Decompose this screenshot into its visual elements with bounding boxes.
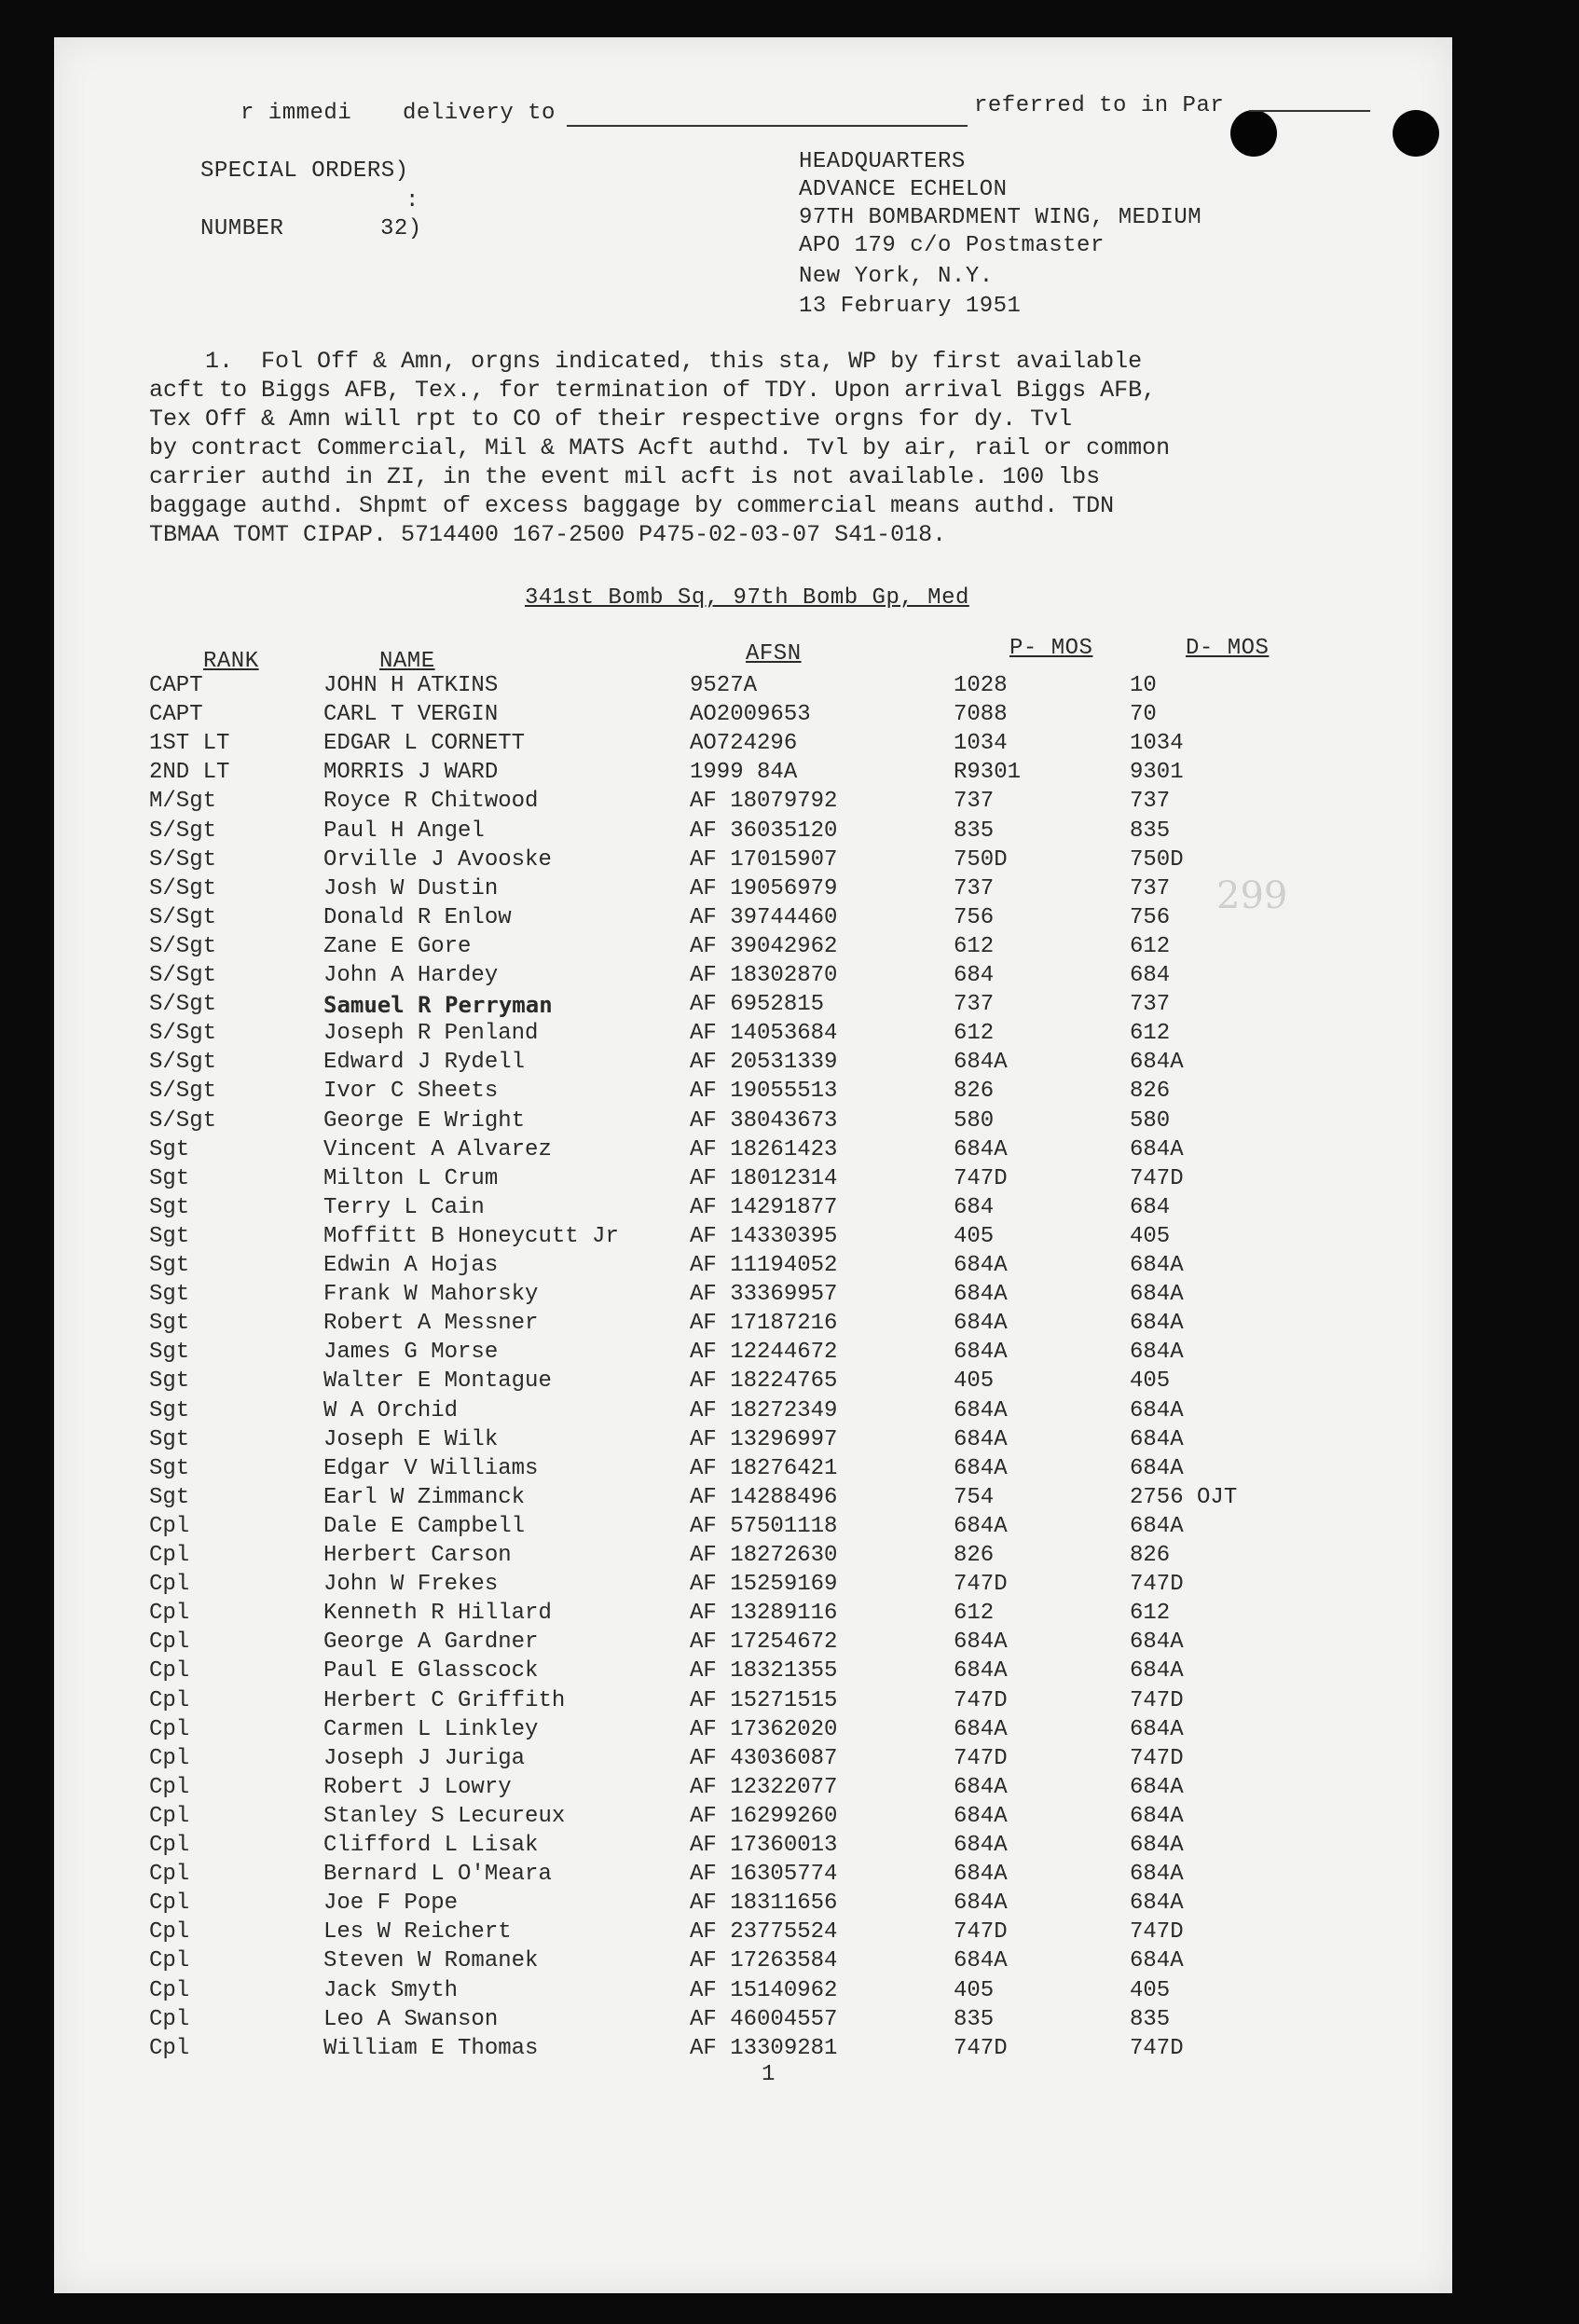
name-cell: Earl W Zimmanck — [323, 1484, 526, 1510]
pmos-cell: 684A — [954, 1862, 1008, 1888]
name-cell: Edwin A Hojas — [323, 1253, 499, 1278]
number-label: NUMBER — [200, 216, 284, 241]
pmos-cell: 684A — [954, 1311, 1008, 1337]
hq-line-3: 97TH BOMBARDMENT WING, MEDIUM — [799, 205, 1202, 230]
rank-cell: Cpl — [149, 1687, 190, 1713]
rank-cell: Sgt — [149, 1397, 190, 1423]
afsn-cell: AO2009653 — [690, 702, 811, 728]
afsn-cell: AF 17360013 — [690, 1833, 838, 1858]
rank-cell: S/Sgt — [149, 933, 217, 959]
dmos-cell: 612 — [1130, 1021, 1171, 1047]
pmos-cell: 747D — [954, 2035, 1008, 2061]
name-cell: Les W Reichert — [323, 1919, 512, 1946]
name-cell: MORRIS J WARD — [323, 760, 499, 786]
pmos-cell: 612 — [954, 1021, 995, 1047]
pmos-cell: 684A — [954, 1774, 1008, 1800]
pmos-cell: 405 — [954, 1368, 995, 1395]
name-cell: Royce R Chitwood — [323, 789, 539, 815]
rank-cell: Cpl — [149, 1833, 190, 1858]
rank-cell: Cpl — [149, 1601, 190, 1627]
name-cell: Robert A Messner — [323, 1311, 539, 1337]
afsn-cell: AF 13296997 — [690, 1426, 838, 1452]
name-cell: Stanley S Lecureux — [323, 1803, 566, 1829]
pmos-cell: 684A — [954, 1948, 1008, 1974]
name-cell: Carmen L Linkley — [323, 1716, 539, 1742]
dmos-cell: 747D — [1130, 1165, 1184, 1191]
afsn-cell: AF 19056979 — [690, 875, 838, 901]
rank-cell: 1ST LT — [149, 731, 230, 757]
dmos-cell: 684A — [1130, 1833, 1184, 1858]
pmos-cell: 835 — [954, 818, 995, 844]
name-cell: Ivor C Sheets — [323, 1079, 499, 1105]
stamp-number: 299 — [1216, 874, 1288, 917]
afsn-cell: AF 13289116 — [690, 1601, 838, 1627]
pmos-cell: 826 — [954, 1543, 995, 1568]
name-cell: Steven W Romanek — [323, 1948, 539, 1974]
pmos-cell: 684A — [954, 1426, 1008, 1452]
afsn-cell: AF 16299260 — [690, 1803, 838, 1829]
name-cell: John W Frekes — [323, 1572, 499, 1598]
pmos-cell: 684A — [954, 1803, 1008, 1829]
referred-label: referred to in Par — [974, 93, 1225, 118]
afsn-cell: AF 39042962 — [690, 933, 838, 959]
rank-cell: Sgt — [149, 1223, 190, 1249]
paragraph-line: acft to Biggs AFB, Tex., for termination of TDY. Upon arrival Biggs AFB, — [149, 377, 1157, 404]
pmos-cell: 405 — [954, 1223, 995, 1249]
rank-cell: Cpl — [149, 1948, 190, 1974]
pmos-cell: 737 — [954, 789, 995, 815]
afsn-cell: AF 17015907 — [690, 846, 838, 873]
pmos-cell: 612 — [954, 1601, 995, 1627]
dmos-cell: 684A — [1130, 1311, 1184, 1337]
rank-cell: Sgt — [149, 1368, 190, 1395]
rank-cell: CAPT — [149, 673, 203, 698]
dmos-cell: 684A — [1130, 1253, 1184, 1278]
afsn-cell: AF 11194052 — [690, 1253, 838, 1278]
afsn-cell: AF 15259169 — [690, 1572, 838, 1598]
column-header-pmos: P- MOS — [1009, 636, 1093, 661]
rank-cell: Sgt — [149, 1136, 190, 1162]
dmos-cell: 835 — [1130, 818, 1171, 844]
rank-cell: Cpl — [149, 1716, 190, 1742]
dmos-cell: 684A — [1130, 1862, 1184, 1888]
rank-cell: M/Sgt — [149, 789, 217, 815]
afsn-cell: AF 46004557 — [690, 2006, 838, 2032]
afsn-cell: AF 14288496 — [690, 1484, 838, 1510]
afsn-cell: AF 17263584 — [690, 1948, 838, 1974]
name-cell: Joseph E Wilk — [323, 1426, 499, 1452]
dmos-cell: 684 — [1130, 963, 1171, 988]
afsn-cell: AF 18012314 — [690, 1165, 838, 1191]
name-cell: George A Gardner — [323, 1630, 539, 1656]
column-header-dmos: D- MOS — [1186, 636, 1270, 661]
dmos-cell: 684A — [1130, 1426, 1184, 1452]
pmos-cell: 684 — [954, 963, 995, 988]
pmos-cell: 684A — [954, 1050, 1008, 1076]
pmos-cell: 684A — [954, 1716, 1008, 1742]
pmos-cell: 747D — [954, 1745, 1008, 1771]
delivery-prefix: r immedi — [240, 101, 352, 126]
dmos-cell: 684A — [1130, 1774, 1184, 1800]
dmos-cell: 684A — [1130, 1455, 1184, 1481]
dmos-cell: 737 — [1130, 789, 1171, 815]
name-cell: Joseph J Juriga — [323, 1745, 526, 1771]
rank-cell: Cpl — [149, 1513, 190, 1539]
pmos-cell: 684A — [954, 1630, 1008, 1656]
name-cell: Herbert C Griffith — [323, 1687, 566, 1713]
afsn-cell: 1999 84A — [690, 760, 798, 786]
pmos-cell: 747D — [954, 1572, 1008, 1598]
paragraph-line: 1. Fol Off & Amn, orgns indicated, this sta, WP by first available — [149, 348, 1143, 375]
dmos-cell: 750D — [1130, 846, 1184, 873]
rank-cell: Sgt — [149, 1426, 190, 1452]
dmos-cell: 684A — [1130, 1340, 1184, 1366]
delivery-blank-line — [567, 125, 968, 127]
rank-cell: Cpl — [149, 1745, 190, 1771]
afsn-cell: AF 14291877 — [690, 1194, 838, 1220]
name-cell: Vincent A Alvarez — [323, 1136, 552, 1162]
afsn-cell: AF 15140962 — [690, 1977, 838, 2003]
dmos-cell: 684A — [1130, 1136, 1184, 1162]
pmos-cell: 612 — [954, 933, 995, 959]
afsn-cell: AF 18079792 — [690, 789, 838, 815]
name-cell: Robert J Lowry — [323, 1774, 512, 1800]
dmos-cell: 747D — [1130, 1745, 1184, 1771]
dmos-cell: 684A — [1130, 1513, 1184, 1539]
hq-date: 13 February 1951 — [799, 294, 1022, 319]
dmos-cell: 835 — [1130, 2006, 1171, 2032]
paragraph-line: baggage authd. Shpmt of excess baggage by commercial means authd. TDN — [149, 492, 1115, 519]
name-cell: Joseph R Penland — [323, 1021, 539, 1047]
name-cell: Josh W Dustin — [323, 875, 499, 901]
rank-cell: S/Sgt — [149, 1079, 217, 1105]
afsn-cell: AF 18321355 — [690, 1658, 838, 1685]
dmos-cell: 684 — [1130, 1194, 1171, 1220]
pmos-cell: 684A — [954, 1282, 1008, 1308]
rank-cell: Sgt — [149, 1484, 190, 1510]
pmos-cell: 684A — [954, 1397, 1008, 1423]
afsn-cell: AF 13309281 — [690, 2035, 838, 2061]
pmos-cell: 580 — [954, 1107, 995, 1134]
page-number: 1 — [762, 2062, 776, 2087]
pmos-cell: 684A — [954, 1658, 1008, 1685]
pmos-cell: 684A — [954, 1513, 1008, 1539]
hq-line-2: ADVANCE ECHELON — [799, 177, 1008, 202]
rank-cell: Sgt — [149, 1194, 190, 1220]
rank-cell: Sgt — [149, 1311, 190, 1337]
name-cell: Terry L Cain — [323, 1194, 485, 1220]
name-cell: Moffitt B Honeycutt Jr — [323, 1223, 619, 1249]
pmos-cell: 835 — [954, 2006, 995, 2032]
pmos-cell: 747D — [954, 1919, 1008, 1946]
name-cell: George E Wright — [323, 1107, 526, 1134]
afsn-cell: AF 18276421 — [690, 1455, 838, 1481]
par-blank-line — [1249, 110, 1370, 112]
name-cell: Walter E Montague — [323, 1368, 552, 1395]
hq-line-4: APO 179 c/o Postmaster — [799, 233, 1105, 258]
afsn-cell: AF 18224765 — [690, 1368, 838, 1395]
name-cell: CARL T VERGIN — [323, 702, 499, 728]
rank-cell: Cpl — [149, 2035, 190, 2061]
rank-cell: S/Sgt — [149, 1107, 217, 1134]
dmos-cell: 684A — [1130, 1891, 1184, 1917]
rank-cell: Cpl — [149, 1891, 190, 1917]
rank-cell: Sgt — [149, 1282, 190, 1308]
rank-cell: Cpl — [149, 1862, 190, 1888]
dmos-cell: 405 — [1130, 1977, 1171, 2003]
pmos-cell: 1034 — [954, 731, 1008, 757]
paragraph-line: TBMAA TOMT CIPAP. 5714400 167-2500 P475-02-03-07 S41-018. — [149, 521, 947, 548]
dmos-cell: 826 — [1130, 1079, 1171, 1105]
dmos-cell: 405 — [1130, 1368, 1171, 1395]
name-cell: Dale E Campbell — [323, 1513, 526, 1539]
column-header-rank: RANK — [203, 649, 259, 674]
afsn-cell: AF 17362020 — [690, 1716, 838, 1742]
pmos-cell: 747D — [954, 1687, 1008, 1713]
rank-cell: S/Sgt — [149, 904, 217, 930]
paragraph-line: by contract Commercial, Mil & MATS Acft authd. Tvl by air, rail or common — [149, 434, 1171, 461]
dmos-cell: 684A — [1130, 1397, 1184, 1423]
rank-cell: Cpl — [149, 1630, 190, 1656]
dmos-cell: 684A — [1130, 1658, 1184, 1685]
afsn-cell: AF 15271515 — [690, 1687, 838, 1713]
rank-cell: Cpl — [149, 1774, 190, 1800]
name-cell: Leo A Swanson — [323, 2006, 499, 2032]
dmos-cell: 612 — [1130, 933, 1171, 959]
rank-cell: Cpl — [149, 1919, 190, 1946]
dmos-cell: 747D — [1130, 1572, 1184, 1598]
rank-cell: Sgt — [149, 1165, 190, 1191]
afsn-cell: AF 57501118 — [690, 1513, 838, 1539]
special-orders-label: SPECIAL ORDERS) — [200, 158, 409, 184]
punch-hole — [1230, 110, 1277, 157]
pmos-cell: 826 — [954, 1079, 995, 1105]
dmos-cell: 70 — [1130, 702, 1157, 728]
name-cell: EDGAR L CORNETT — [323, 731, 526, 757]
pmos-cell: 747D — [954, 1165, 1008, 1191]
afsn-cell: AF 16305774 — [690, 1862, 838, 1888]
rank-cell: 2ND LT — [149, 760, 230, 786]
afsn-cell: AF 14053684 — [690, 1021, 838, 1047]
rank-cell: Cpl — [149, 2006, 190, 2032]
afsn-cell: AF 6952815 — [690, 992, 825, 1018]
name-cell: Donald R Enlow — [323, 904, 512, 930]
dmos-cell: 684A — [1130, 1716, 1184, 1742]
pmos-cell: 405 — [954, 1977, 995, 2003]
rank-cell: S/Sgt — [149, 818, 217, 844]
afsn-cell: AF 12244672 — [690, 1340, 838, 1366]
hq-line-1: HEADQUARTERS — [799, 149, 966, 174]
dmos-cell: 2756 OJT — [1130, 1484, 1238, 1510]
afsn-cell: AF 17187216 — [690, 1311, 838, 1337]
name-cell: Jack Smyth — [323, 1977, 459, 2003]
dmos-cell: 9301 — [1130, 760, 1184, 786]
name-cell: Paul E Glasscock — [323, 1658, 539, 1685]
rank-cell: Sgt — [149, 1253, 190, 1278]
pmos-cell: 754 — [954, 1484, 995, 1510]
pmos-cell: 737 — [954, 992, 995, 1018]
name-cell: W A Orchid — [323, 1397, 459, 1423]
afsn-cell: AF 12322077 — [690, 1774, 838, 1800]
afsn-cell: AF 33369957 — [690, 1282, 838, 1308]
pmos-cell: 684A — [954, 1136, 1008, 1162]
afsn-cell: 9527A — [690, 673, 758, 698]
pmos-cell: 750D — [954, 846, 1008, 873]
afsn-cell: AF 19055513 — [690, 1079, 838, 1105]
afsn-cell: AF 43036087 — [690, 1745, 838, 1771]
pmos-cell: 1028 — [954, 673, 1008, 698]
name-cell: William E Thomas — [323, 2035, 539, 2061]
dmos-cell: 10 — [1130, 673, 1157, 698]
afsn-cell: AF 23775524 — [690, 1919, 838, 1946]
dmos-cell: 747D — [1130, 2035, 1184, 2061]
rank-cell: CAPT — [149, 702, 203, 728]
pmos-cell: 684A — [954, 1455, 1008, 1481]
dmos-cell: 684A — [1130, 1803, 1184, 1829]
rank-cell: S/Sgt — [149, 992, 217, 1018]
afsn-cell: AF 36035120 — [690, 818, 838, 844]
afsn-cell: AF 20531339 — [690, 1050, 838, 1076]
afsn-cell: AF 18311656 — [690, 1891, 838, 1917]
pmos-cell: 684 — [954, 1194, 995, 1220]
order-paragraph — [149, 347, 1305, 549]
dmos-cell: 756 — [1130, 904, 1171, 930]
name-cell: James G Morse — [323, 1340, 499, 1366]
name-cell: Herbert Carson — [323, 1543, 512, 1568]
afsn-cell: AF 18302870 — [690, 963, 838, 988]
afsn-cell: AF 38043673 — [690, 1107, 838, 1134]
number-value: 32) — [380, 216, 422, 241]
dmos-cell: 747D — [1130, 1687, 1184, 1713]
afsn-cell: AF 18272349 — [690, 1397, 838, 1423]
rank-cell: Cpl — [149, 1543, 190, 1568]
name-cell: Samuel R Perryman — [323, 992, 553, 1019]
name-cell: Kenneth R Hillard — [323, 1601, 552, 1627]
name-cell: Orville J Avooske — [323, 846, 552, 873]
name-cell: John A Hardey — [323, 963, 499, 988]
paragraph-line: Tex Off & Amn will rpt to CO of their respective orgns for dy. Tvl — [149, 406, 1073, 433]
pmos-cell: R9301 — [954, 760, 1022, 786]
pmos-cell: 684A — [954, 1891, 1008, 1917]
afsn-cell: AF 17254672 — [690, 1630, 838, 1656]
name-cell: Milton L Crum — [323, 1165, 499, 1191]
dmos-cell: 612 — [1130, 1601, 1171, 1627]
column-header-name: NAME — [379, 649, 435, 674]
rank-cell: Sgt — [149, 1340, 190, 1366]
name-cell: Bernard L O'Meara — [323, 1862, 552, 1888]
pmos-cell: 7088 — [954, 702, 1008, 728]
afsn-cell: AF 18272630 — [690, 1543, 838, 1568]
unit-title: 341st Bomb Sq, 97th Bomb Gp, Med — [525, 585, 969, 611]
dmos-cell: 580 — [1130, 1107, 1171, 1134]
dmos-cell: 1034 — [1130, 731, 1184, 757]
dmos-cell: 737 — [1130, 992, 1171, 1018]
rank-cell: Sgt — [149, 1455, 190, 1481]
dmos-cell: 684A — [1130, 1630, 1184, 1656]
afsn-cell: AO724296 — [690, 731, 798, 757]
afsn-cell: AF 18261423 — [690, 1136, 838, 1162]
paragraph-line: carrier authd in ZI, in the event mil acft is not available. 100 lbs — [149, 463, 1101, 490]
dmos-cell: 737 — [1130, 875, 1171, 901]
rank-cell: Cpl — [149, 1572, 190, 1598]
rank-cell: S/Sgt — [149, 963, 217, 988]
name-cell: Edward J Rydell — [323, 1050, 526, 1076]
name-cell: Zane E Gore — [323, 933, 472, 959]
dmos-cell: 405 — [1130, 1223, 1171, 1249]
name-cell: JOHN H ATKINS — [323, 673, 499, 698]
rank-cell: S/Sgt — [149, 875, 217, 901]
orders-colon: : — [405, 188, 419, 213]
dmos-cell: 684A — [1130, 1282, 1184, 1308]
rank-cell: Cpl — [149, 1803, 190, 1829]
rank-cell: S/Sgt — [149, 846, 217, 873]
delivery-label: delivery to — [403, 101, 556, 126]
dmos-cell: 684A — [1130, 1050, 1184, 1076]
hq-line-5: New York, N.Y. — [799, 264, 994, 289]
name-cell: Frank W Mahorsky — [323, 1282, 539, 1308]
rank-cell: S/Sgt — [149, 1021, 217, 1047]
name-cell: Joe F Pope — [323, 1891, 459, 1917]
pmos-cell: 756 — [954, 904, 995, 930]
column-header-afsn: AFSN — [746, 641, 802, 667]
name-cell: Paul H Angel — [323, 818, 485, 844]
pmos-cell: 684A — [954, 1253, 1008, 1278]
pmos-cell: 684A — [954, 1340, 1008, 1366]
rank-cell: S/Sgt — [149, 1050, 217, 1076]
name-cell: Clifford L Lisak — [323, 1833, 539, 1858]
dmos-cell: 826 — [1130, 1543, 1171, 1568]
rank-cell: Cpl — [149, 1658, 190, 1685]
afsn-cell: AF 39744460 — [690, 904, 838, 930]
dmos-cell: 684A — [1130, 1948, 1184, 1974]
punch-hole — [1393, 110, 1439, 157]
afsn-cell: AF 14330395 — [690, 1223, 838, 1249]
pmos-cell: 737 — [954, 875, 995, 901]
name-cell: Edgar V Williams — [323, 1455, 539, 1481]
pmos-cell: 684A — [954, 1833, 1008, 1858]
rank-cell: Cpl — [149, 1977, 190, 2003]
dmos-cell: 747D — [1130, 1919, 1184, 1946]
